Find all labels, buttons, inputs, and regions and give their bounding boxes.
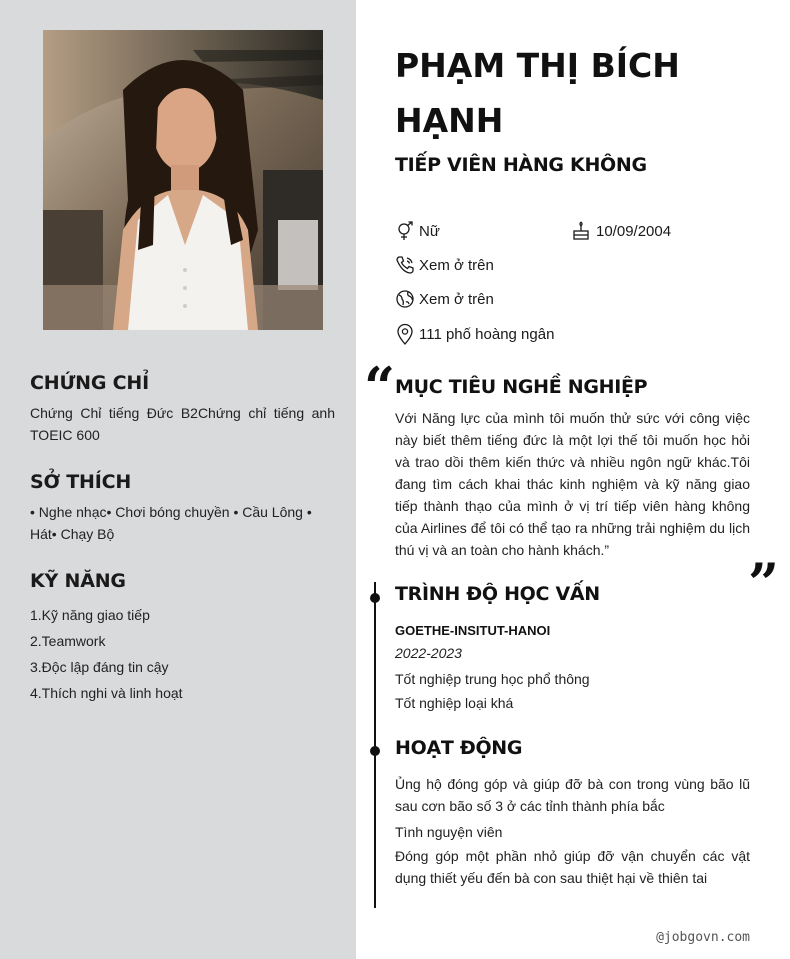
certificates-heading: CHỨNG CHỈ (30, 372, 149, 394)
phone-value: Xem ở trên (419, 256, 494, 274)
skill-item: 2.Teamwork (30, 633, 106, 649)
website-value: Xem ở trên (419, 290, 494, 308)
location-pin-icon (395, 323, 415, 345)
activity-item: Đóng góp một phần nhỏ giúp đỡ vận chuyển các vật dụng thiết yếu đến bà con sau thiệt hại về thiên tai (395, 848, 750, 886)
cake-icon (572, 221, 590, 241)
skills-section (30, 570, 335, 706)
gender-info (395, 221, 440, 241)
objective-heading: MỤC TIÊU NGHỀ NGHIỆP (395, 376, 648, 398)
gender-icon (395, 221, 415, 241)
timeline-line (374, 582, 376, 908)
watermark: @jobgovn.com (656, 930, 750, 945)
skill-item: 1.Kỹ năng giao tiếp (30, 607, 150, 623)
certificates-text: Chứng Chỉ tiếng Đức B2Chứng chỉ tiếng anh TOEIC 600 (30, 405, 335, 443)
hobbies-heading: SỞ THÍCH (30, 471, 132, 493)
birthdate-value: 10/09/2004 (596, 222, 672, 240)
close-quote-icon: ” (748, 551, 780, 615)
certificates-section (30, 372, 335, 446)
website-info (395, 289, 494, 309)
address-value: 111 phố hoàng ngân (419, 325, 555, 343)
objective-text: Với Năng lực của mình tôi muốn thử sức với công việc này biết thêm tiếng đức là một lợi thế tôi muốn học hỏi và trao dồi thêm kiến thức và nhiều ngôn ngữ khác.Tôi đang tìm cách khai thác kinh nghiệm và kỹ năng giao tiếp thành thạo của mình ở vị trí tiếp viên hàng không của Airlines để tôi có thể tạo ra những trải nghiệm du lịch thú vị và an toàn cho hành khách.” (395, 410, 750, 558)
education-line: Tốt nghiệp loại khá (395, 695, 514, 711)
activities-heading: HOẠT ĐỘNG (395, 737, 523, 759)
open-quote-icon: “ (364, 355, 396, 419)
skill-item: 3.Độc lập đáng tin cậy (30, 659, 169, 675)
education-school: GOETHE-INSITUT-HANOI (395, 623, 551, 638)
hobbies-text: • Nghe nhạc• Chơi bóng chuyền • Cầu Lông • Hát• Chạy Bộ (30, 504, 312, 542)
candidate-name: PHẠM THỊ BÍCH HẠNH (395, 46, 680, 140)
address-info (395, 323, 554, 345)
hobbies-section (30, 471, 335, 545)
globe-icon (395, 289, 415, 309)
job-title: TIẾP VIÊN HÀNG KHÔNG (395, 154, 647, 176)
education-years: 2022-2023 (395, 645, 462, 661)
birthdate-info (572, 221, 671, 241)
main-content (356, 0, 790, 959)
gender-value: Nữ (419, 222, 440, 240)
skills-list (30, 602, 335, 706)
education-line: Tốt nghiệp trung học phổ thông (395, 671, 590, 687)
activity-item: Ủng hộ đóng góp và giúp đỡ bà con trong vùng bão lũ sau cơn bão số 3 ở các tỉnh thành phía bắc (395, 776, 750, 814)
skill-item: 4.Thích nghi và linh hoạt (30, 685, 183, 701)
profile-photo (43, 30, 323, 330)
phone-info (395, 255, 494, 275)
education-heading: TRÌNH ĐỘ HỌC VẤN (395, 583, 600, 605)
timeline-dot (370, 593, 380, 603)
skills-heading: KỸ NĂNG (30, 570, 126, 592)
timeline-dot (370, 746, 380, 756)
sidebar (0, 0, 356, 959)
phone-icon (395, 255, 415, 275)
activity-item: Tình nguyện viên (395, 824, 503, 840)
